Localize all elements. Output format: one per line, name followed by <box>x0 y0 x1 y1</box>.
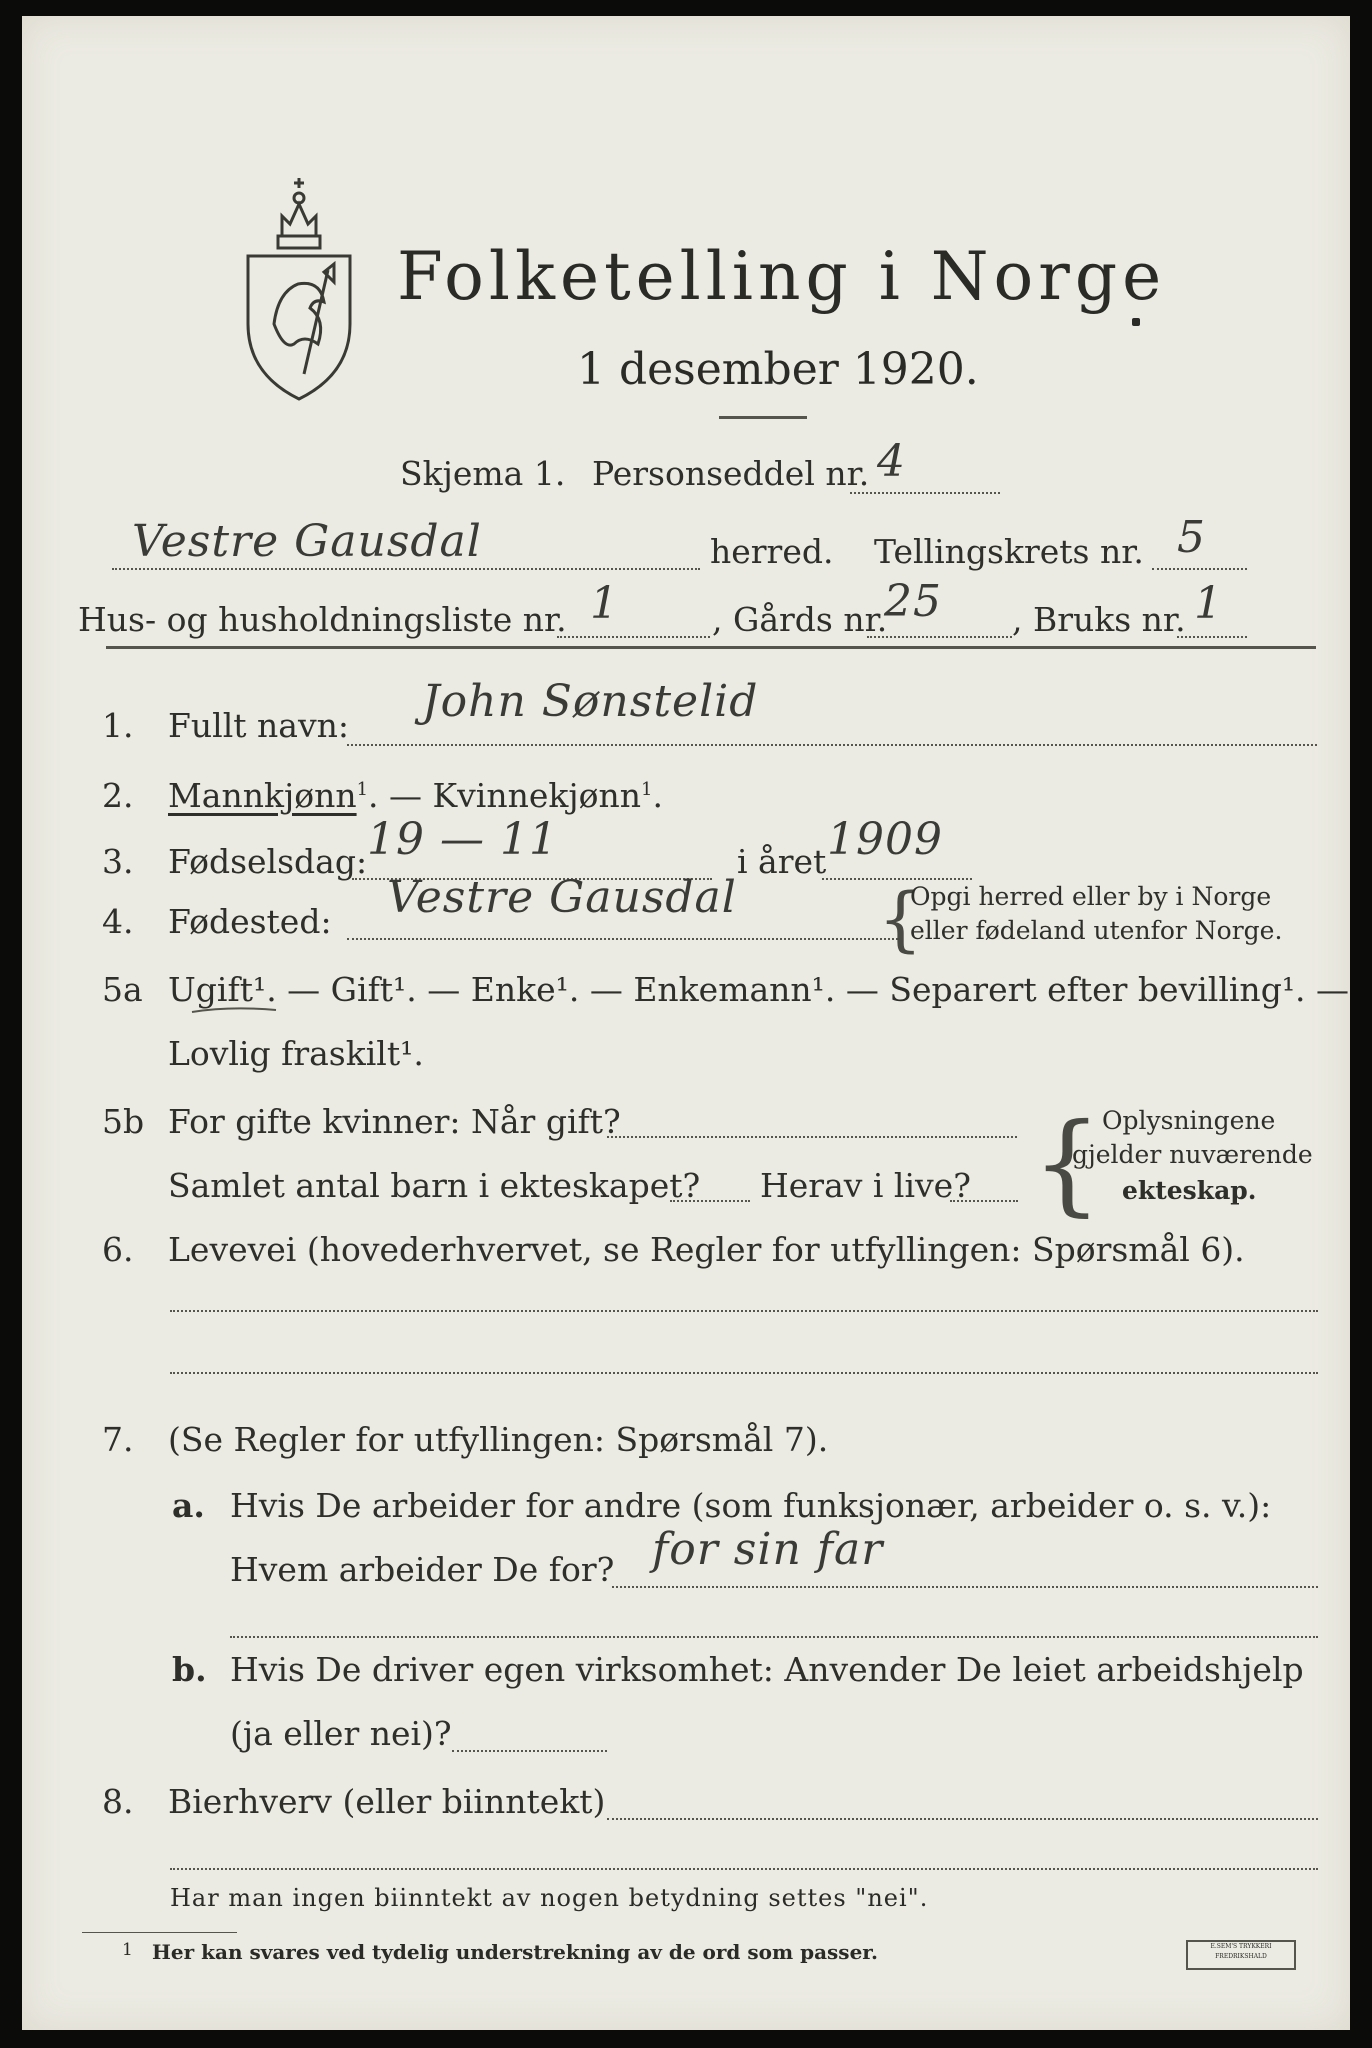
q4-label: Fødested: <box>168 902 332 941</box>
q2-mid: . — Kvinnekjønn <box>368 776 641 815</box>
skjema-label: Skjema 1. <box>400 454 566 493</box>
q5a-line2: Lovlig fraskilt¹. <box>168 1034 424 1073</box>
q6-line1 <box>170 1310 1318 1312</box>
coat-of-arms-icon <box>234 174 364 404</box>
gards-label: , Gårds nr. <box>712 600 888 639</box>
q2-sup2: 1 <box>641 779 653 800</box>
q5b-line2a: Samlet antal barn i ekteskapet? <box>168 1166 701 1205</box>
hus-label: Hus- og husholdningsliste nr. <box>78 600 567 639</box>
q4-note-line1: Opgi herred eller by i Norge <box>910 882 1272 911</box>
personseddel-value: 4 <box>877 436 906 487</box>
header-rule <box>106 646 1316 649</box>
q2-end: . <box>652 776 663 815</box>
q1-number: 1. <box>102 706 134 745</box>
herred-value: Vestre Gausdal <box>132 516 482 567</box>
q6-label: Levevei (hovederhvervet, se Regler for utfyllingen: Spørsmål 6). <box>168 1230 1245 1269</box>
q5a-line1: Ugift¹. — Gift¹. — Enke¹. — Enkemann¹. — Separert efter bevilling¹. — <box>168 970 1350 1009</box>
q5b-number: 5b <box>102 1102 145 1141</box>
bruks-line <box>1177 636 1247 638</box>
q5a-number: 5a <box>102 970 143 1009</box>
q2-mann: Mannkjønn <box>168 776 357 815</box>
q1-label: Fullt navn: <box>168 706 349 745</box>
q4-note-line2: eller fødeland utenfor Norge. <box>910 916 1283 945</box>
q4-brace: { <box>878 878 923 960</box>
q7b-line1: Hvis De driver egen virksomhet: Anvender De leiet arbeidshjelp <box>230 1650 1304 1689</box>
q7a-extra-line <box>230 1636 1318 1638</box>
census-date: 1 desember 1920. <box>577 344 979 395</box>
herred-label: herred. <box>710 532 834 571</box>
q7-label: (Se Regler for utfyllingen: Spørsmål 7). <box>168 1420 829 1459</box>
q6-line2 <box>170 1372 1318 1374</box>
census-form <box>22 16 1350 2030</box>
q8-number: 8. <box>102 1782 134 1821</box>
tellingskrets-line <box>1152 568 1247 570</box>
q5b-married-line <box>607 1136 1017 1138</box>
q7a-line <box>612 1586 1318 1588</box>
q7b-line <box>452 1750 607 1752</box>
q2-number: 2. <box>102 776 134 815</box>
gards-value: 25 <box>884 576 942 627</box>
form-title: Folketelling i Norge <box>397 238 1167 315</box>
q3-value: 19 — 11 <box>367 814 558 865</box>
q5b-note2: gjelder nuværende <box>1072 1140 1313 1169</box>
q8-label: Bierhverv (eller biinntekt) <box>168 1782 606 1821</box>
footnote-text: Her kan svares ved tydelig understrekning av de ord som passer. <box>152 1940 878 1964</box>
personseddel-label: Personseddel nr. <box>592 454 870 493</box>
q2-options <box>168 776 663 815</box>
tellingskrets-label: Tellingskrets nr. <box>874 532 1144 571</box>
herred-line <box>112 568 700 570</box>
q8-line2 <box>170 1868 1318 1870</box>
printer-mark: E.SEM'S TRYKKERI FREDRIKSHALD <box>1186 1940 1296 1970</box>
ink-mark <box>1132 318 1140 326</box>
q4-line <box>347 938 902 940</box>
q3-label: Fødselsdag: <box>168 842 368 881</box>
q3-number: 3. <box>102 842 134 881</box>
q6-number: 6. <box>102 1230 134 1269</box>
footnote-rule <box>82 1932 237 1933</box>
q3-year-label: i året <box>737 842 827 881</box>
q5b-alive-line <box>950 1200 1018 1202</box>
bruks-label: , Bruks nr. <box>1012 600 1186 639</box>
q5a-underline-mark <box>190 1004 280 1016</box>
q7b-line2: (ja eller nei)? <box>230 1714 452 1753</box>
hus-line <box>557 636 710 638</box>
q7a-letter: a. <box>172 1486 205 1525</box>
q3-year-value: 1909 <box>827 814 943 865</box>
q8-line1 <box>607 1818 1318 1820</box>
hus-value: 1 <box>590 578 619 629</box>
biinntekt-note: Har man ingen biinntekt av nogen betydning settes "nei". <box>170 1884 929 1912</box>
bruks-value: 1 <box>1194 578 1223 629</box>
q5b-note1: Oplysningene <box>1102 1106 1276 1135</box>
q2-sup1: 1 <box>356 779 369 800</box>
gards-line <box>867 636 1012 638</box>
q7-number: 7. <box>102 1420 134 1459</box>
q7a-value: for sin far <box>652 1524 884 1575</box>
personseddel-line <box>850 492 1000 494</box>
q4-value: Vestre Gausdal <box>387 872 737 923</box>
q5b-line1: For gifte kvinner: Når gift? <box>168 1102 621 1141</box>
q5b-line2b: Herav i live? <box>760 1166 971 1205</box>
q5b-note3: ekteskap. <box>1122 1176 1257 1205</box>
q1-value: John Sønstelid <box>422 676 759 727</box>
q5b-children-line <box>670 1200 750 1202</box>
q7a-line1: Hvis De arbeider for andre (som funksjonær, arbeider o. s. v.): <box>230 1486 1272 1525</box>
footnote-mark: 1 <box>122 1940 133 1960</box>
q5b-brace: { <box>1032 1099 1102 1227</box>
q7b-letter: b. <box>172 1650 207 1689</box>
q1-line <box>347 744 1317 746</box>
title-divider <box>719 416 807 419</box>
tellingskrets-value: 5 <box>1177 512 1206 563</box>
q4-number: 4. <box>102 902 134 941</box>
q7a-line2: Hvem arbeider De for? <box>230 1550 615 1589</box>
